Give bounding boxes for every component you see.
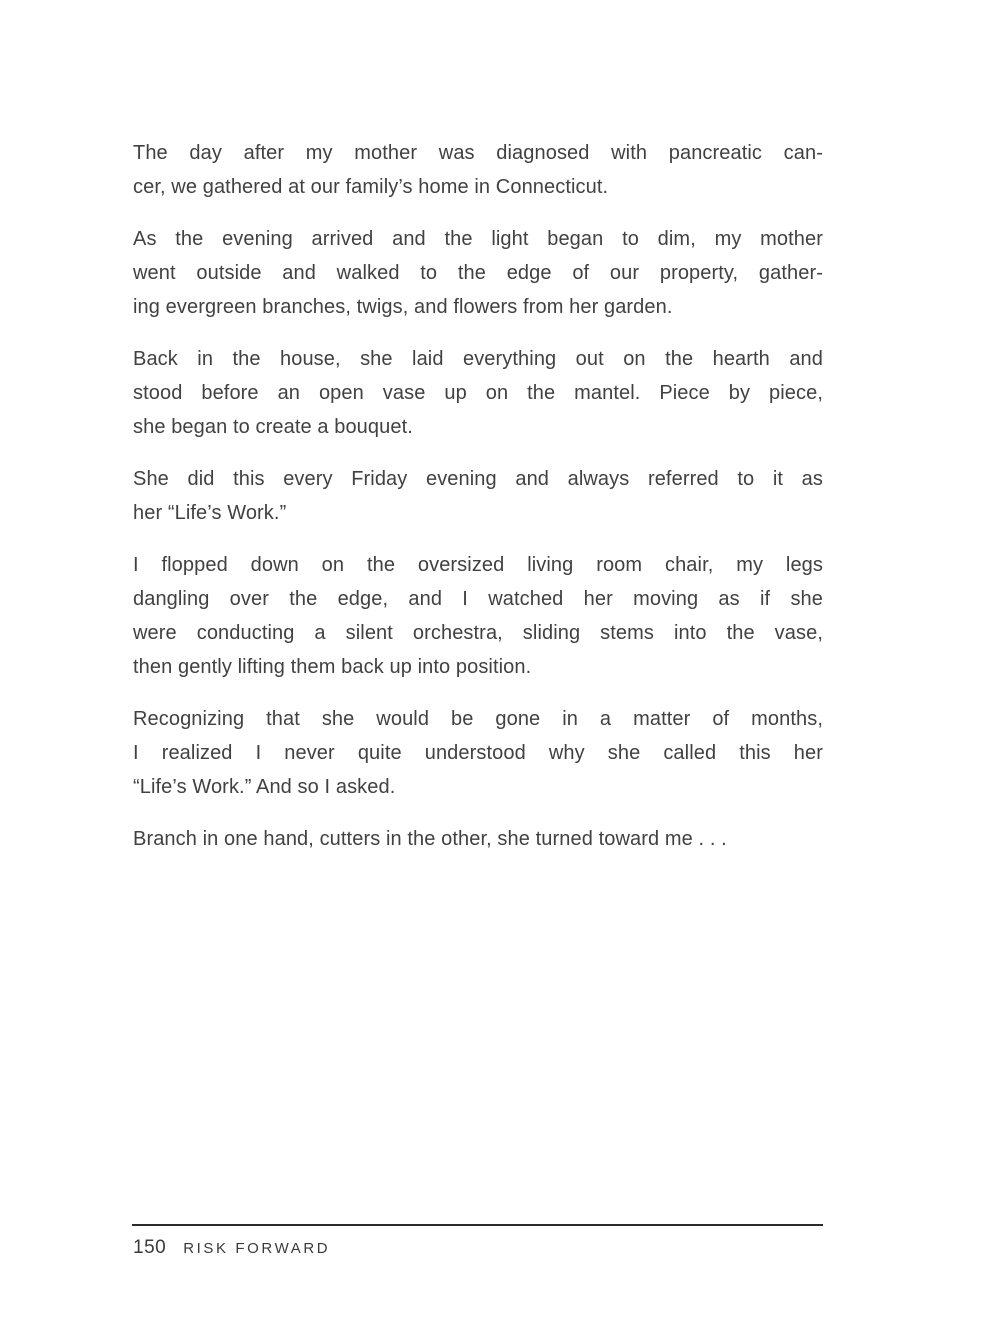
text-line: She did this every Friday evening and always referred to it as — [133, 468, 823, 490]
text-line: Recognizing that she would be gone in a matter of months, — [133, 708, 823, 730]
paragraph — [133, 702, 823, 804]
paragraph — [133, 222, 823, 324]
text-line: then gently lifting them back up into position. — [133, 656, 532, 678]
text-line: stood before an open vase up on the mantel. Piece by piece, — [133, 382, 823, 404]
text-line: her “Life’s Work.” — [133, 502, 287, 524]
text-line: cer, we gathered at our family’s home in Connecticut. — [133, 176, 609, 198]
footer-rule — [132, 1224, 823, 1226]
text-line: I flopped down on the oversized living room chair, my legs — [133, 554, 823, 576]
paragraph — [133, 342, 823, 444]
paragraph — [133, 462, 823, 530]
text-line: Branch in one hand, cutters in the other, she turned toward me . . . — [133, 828, 727, 850]
text-line: ing evergreen branches, twigs, and flowers from her garden. — [133, 296, 673, 318]
text-line: I realized I never quite understood why she called this her — [133, 742, 823, 764]
text-line: “Life’s Work.” And so I asked. — [133, 776, 396, 798]
text-line: As the evening arrived and the light began to dim, my mother — [133, 228, 823, 250]
body-text — [133, 136, 823, 874]
text-line: went outside and walked to the edge of our property, gather- — [133, 262, 823, 284]
text-line: Back in the house, she laid everything out on the hearth and — [133, 348, 823, 370]
paragraph — [133, 822, 823, 856]
paragraph — [133, 548, 823, 684]
running-title: RISK FORWARD — [183, 1240, 331, 1257]
paragraph — [133, 136, 823, 204]
text-line: The day after my mother was diagnosed with pancreatic can- — [133, 142, 823, 164]
text-line: were conducting a silent orchestra, sliding stems into the vase, — [133, 622, 823, 644]
page-number: 150 — [133, 1237, 167, 1258]
footer — [133, 1237, 330, 1259]
text-line: she began to create a bouquet. — [133, 416, 413, 438]
text-line: dangling over the edge, and I watched her moving as if she — [133, 588, 823, 610]
